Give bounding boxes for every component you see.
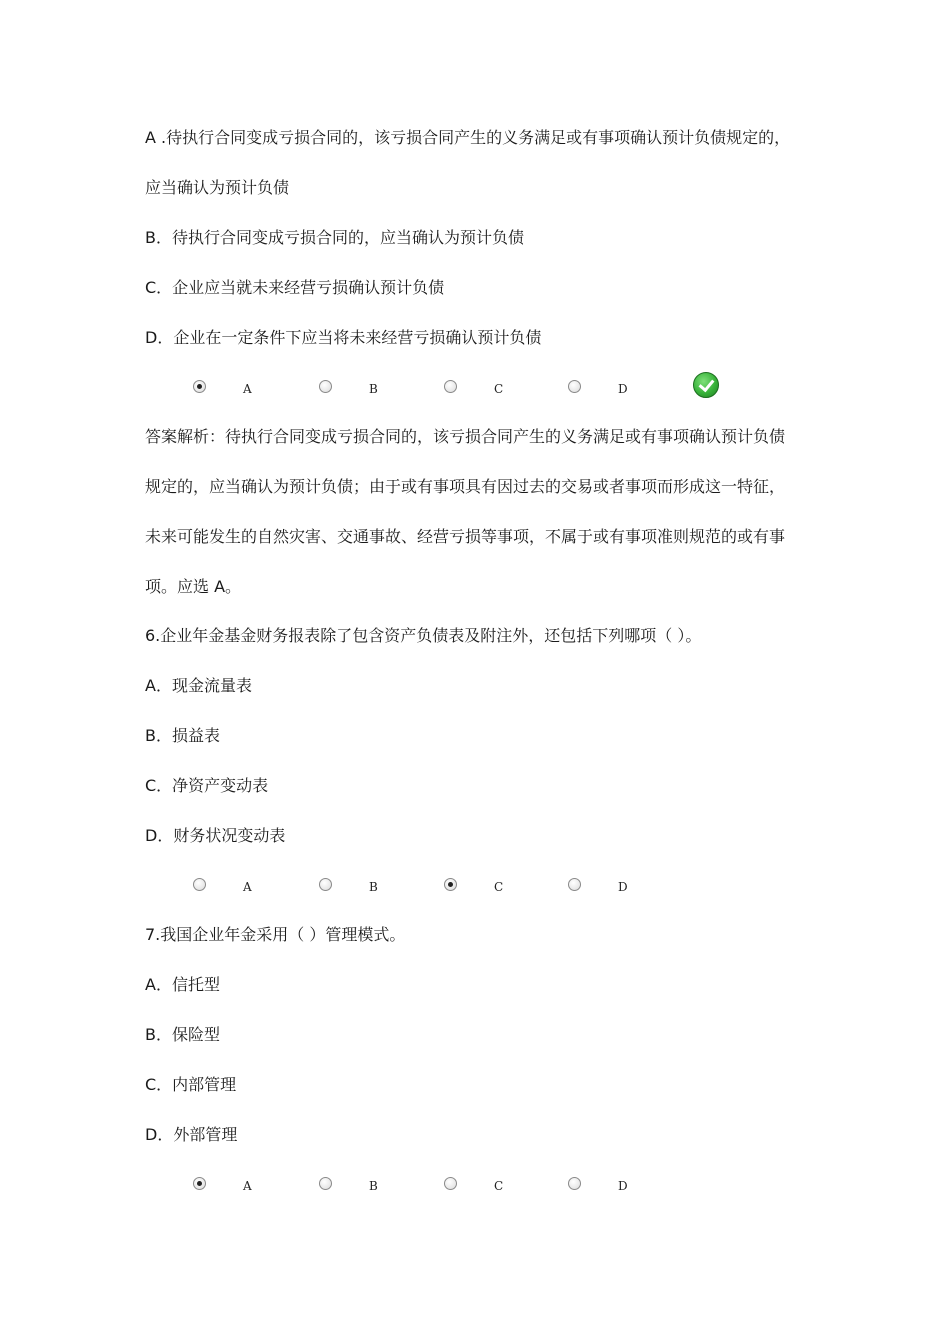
q5-radio-c[interactable] — [444, 380, 457, 393]
q7-choice-d-label: D — [618, 1179, 628, 1193]
q6-choice-d-label: D — [618, 880, 628, 894]
q6-choice-a-label: A — [243, 880, 252, 894]
q5-option-d: D．企业在一定条件下应当将未来经营亏损确认预计负债 — [145, 328, 542, 347]
q5-option-c: C．企业应当就未来经营亏损确认预计负债 — [145, 278, 445, 297]
q5-choice-c-label: C — [494, 382, 504, 396]
q7-radio-b[interactable] — [319, 1177, 332, 1190]
q7-answer-choices — [193, 1175, 733, 1199]
q5-option-b: B．待执行合同变成亏损合同的，应当确认为预计负债 — [145, 228, 524, 247]
q5-radio-b[interactable] — [319, 380, 332, 393]
q5-analysis-line4: 项。应选 A。 — [145, 577, 242, 596]
q5-analysis-line2: 规定的，应当确认为预计负债；由于或有事项具有因过去的交易或者事项而形成这一特征， — [145, 477, 786, 496]
q6-radio-d[interactable] — [568, 878, 581, 891]
q6-choice-c-label: C — [494, 880, 504, 894]
q7-option-a: A．信托型 — [145, 975, 220, 994]
q5-option-a-line1: A .待执行合同变成亏损合同的，该亏损合同产生的义务满足或有事项确认预计负债规定的， — [145, 128, 791, 147]
q5-analysis-line1: 答案解析：待执行合同变成亏损合同的，该亏损合同产生的义务满足或有事项确认预计负债 — [145, 427, 786, 446]
q5-analysis-line3: 未来可能发生的自然灾害、交通事故、经营亏损等事项，不属于或有事项准则规范的或有事 — [145, 527, 786, 546]
q7-stem: 7.我国企业年金采用（ ）管理模式。 — [145, 925, 406, 944]
q5-choice-a-label: A — [243, 382, 252, 396]
q5-option-a-line2: 应当确认为预计负债 — [145, 178, 290, 197]
green-checkmark-icon — [693, 372, 719, 398]
q6-option-c: C．净资产变动表 — [145, 776, 269, 795]
q5-answer-choices — [193, 378, 733, 402]
q6-option-b: B．损益表 — [145, 726, 220, 745]
q7-radio-d[interactable] — [568, 1177, 581, 1190]
q6-radio-b[interactable] — [319, 878, 332, 891]
q5-choice-d-label: D — [618, 382, 628, 396]
q6-radio-c[interactable] — [444, 878, 457, 891]
q7-radio-a[interactable] — [193, 1177, 206, 1190]
q6-stem: 6.企业年金基金财务报表除了包含资产负债表及附注外，还包括下列哪项（ ）。 — [145, 626, 702, 645]
q5-radio-d[interactable] — [568, 380, 581, 393]
q7-option-c: C．内部管理 — [145, 1075, 237, 1094]
q7-option-d: D．外部管理 — [145, 1125, 238, 1144]
q7-choice-c-label: C — [494, 1179, 504, 1193]
q7-choice-a-label: A — [243, 1179, 252, 1193]
q6-radio-a[interactable] — [193, 878, 206, 891]
q6-answer-choices — [193, 876, 733, 900]
q6-option-d: D．财务状况变动表 — [145, 826, 286, 845]
q7-radio-c[interactable] — [444, 1177, 457, 1190]
q5-radio-a[interactable] — [193, 380, 206, 393]
q6-choice-b-label: B — [369, 880, 378, 894]
q7-choice-b-label: B — [369, 1179, 378, 1193]
q6-option-a: A．现金流量表 — [145, 676, 252, 695]
q7-option-b: B．保险型 — [145, 1025, 220, 1044]
q5-choice-b-label: B — [369, 382, 378, 396]
